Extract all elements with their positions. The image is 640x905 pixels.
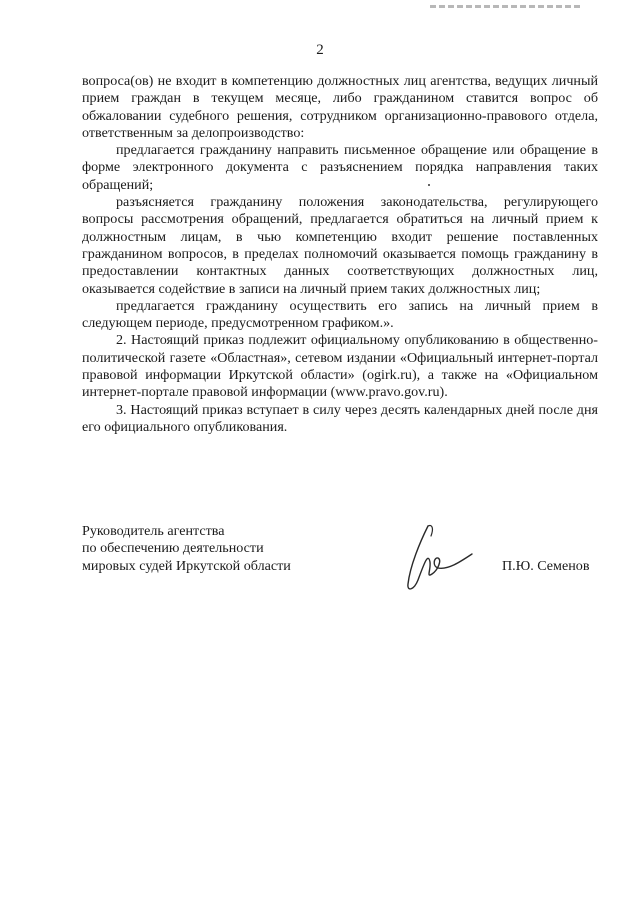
signatory-title-line: по обеспечению деятельности <box>82 540 264 557</box>
paragraph-next-period-appointment: предлагается гражданину осуществить его запись на личный прием в следующем периоде, предусмотренном графиком.». <box>82 297 598 332</box>
paragraph-legislation-explanation: разъясняется гражданину положения законодательства, регулирующего вопросы рассмотрения обращений, предлагается обратиться на личный прием к должностным лицам, в чью компетенцию входит решение поставленных гражданином вопросов, в пределах полномочий оказывается помощь гражданину в предоставлении контактных данных соответствующих должностных лиц, оказывается содействие в записи на личный прием таких должностных лиц; <box>82 194 598 297</box>
paragraph-continuation: вопроса(ов) не входит в компетенцию должностных лиц агентства, ведущих личный прием граждан в текущем месяце, либо гражданином ставится вопрос об обжаловании судебного решения, сотрудником организационно-правового отдела, ответственным за делопроизводство: <box>82 73 598 141</box>
paragraph-publication-clause: 2. Настоящий приказ подлежит официальному опубликованию в общественно-политической газете «Областная», сетевом издании «Официальный интернет-портал правовой информации Иркутской области» (ogirk.ru), а также на «Официальном интернет-портале правовой информации (www.pravo.gov.ru). <box>82 332 598 401</box>
signatory-title-line: мировых судей Иркутской области <box>82 557 291 574</box>
page-number: 2 <box>316 42 324 58</box>
signer-name: П.Ю. Семенов <box>502 558 590 574</box>
scan-header-mark <box>430 5 580 8</box>
handwritten-signature <box>398 522 478 594</box>
scan-speck <box>428 184 430 186</box>
signatory-title <box>82 523 342 575</box>
signature-stroke <box>428 525 432 536</box>
paragraph-effective-date-clause: 3. Настоящий приказ вступает в силу через десять календарных дней после дня его официального опубликования. <box>82 401 598 435</box>
signatory-title-line: Руководитель агентства <box>82 523 225 539</box>
document-body <box>82 73 598 436</box>
signature-stroke <box>408 526 472 589</box>
paragraph-written-appeal: предлагается гражданину направить письменное обращение или обращение в форме электронного документа с разъяснением порядка направления таких обращений; <box>82 142 598 193</box>
